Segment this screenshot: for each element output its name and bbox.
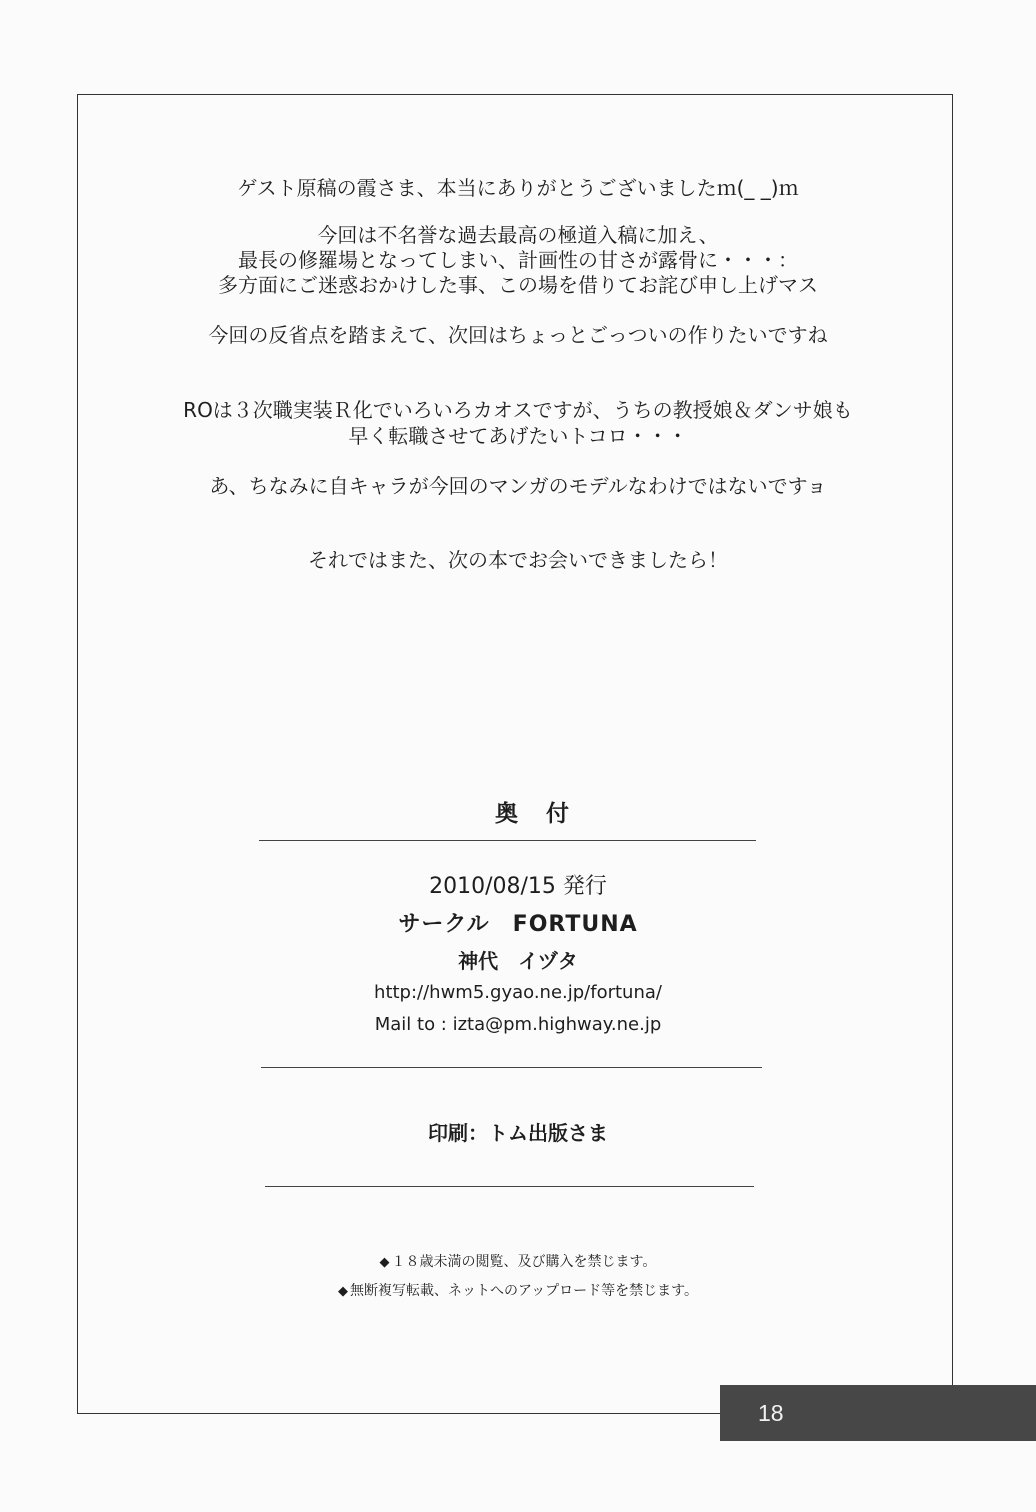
afterword-line: あ、ちなみに自キャラが今回のマンガのモデルなわけではないですョ [209, 474, 827, 498]
afterword-line: 多方面にご迷惑おかけした事、この場を借りてお詫び申し上げマス [218, 273, 818, 297]
afterword-line: 今回の反省点を踏まえて、次回はちょっとごっついの作りたいですね [208, 323, 828, 347]
contact-email: Mail to : izta@pm.highway.ne.jp [374, 1014, 662, 1035]
author-name: 神代 イヅタ [458, 949, 578, 973]
afterword-line: それではまた、次の本でお会いできましたら！ [308, 548, 728, 572]
colophon-heading: 奥付 [495, 801, 597, 827]
afterword-line: ゲスト原稿の霞さま、本当にありがとうございましたｍ(_ _)ｍ [237, 176, 799, 200]
diamond-bullet-icon: ◆ [379, 1255, 390, 1270]
afterword-line: 早く転職させてあげたいトコロ・・・ [348, 424, 688, 448]
printer-credit: 印刷：トム出版さま [428, 1121, 608, 1145]
divider [265, 1186, 754, 1187]
page-number: 18 [720, 1385, 1036, 1441]
notice-item: ◆ 無断複写転載、ネットへのアップロード等を禁じます。 [338, 1283, 698, 1299]
afterword-line: ROは３次職実装Ｒ化でいろいろカオスですが、うちの教授娘＆ダンサ娘も [183, 398, 853, 422]
website-url: http://hwm5.gyao.ne.jp/fortuna/ [374, 982, 662, 1003]
divider [259, 840, 756, 841]
afterword-line: 今回は不名誉な過去最高の極道入稿に加え、 [317, 223, 719, 247]
circle-name: サークル FORTUNA [398, 912, 638, 937]
notice-item: ◆ １８歳未満の閲覧、及び購入を禁じます。 [379, 1254, 657, 1270]
divider [261, 1067, 762, 1068]
publish-date: 2010/08/15 発行 [429, 874, 607, 899]
afterword-line: 最長の修羅場となってしまい、計画性の甘さが露骨に・・・： [238, 248, 798, 272]
diamond-bullet-icon: ◆ [338, 1284, 349, 1299]
